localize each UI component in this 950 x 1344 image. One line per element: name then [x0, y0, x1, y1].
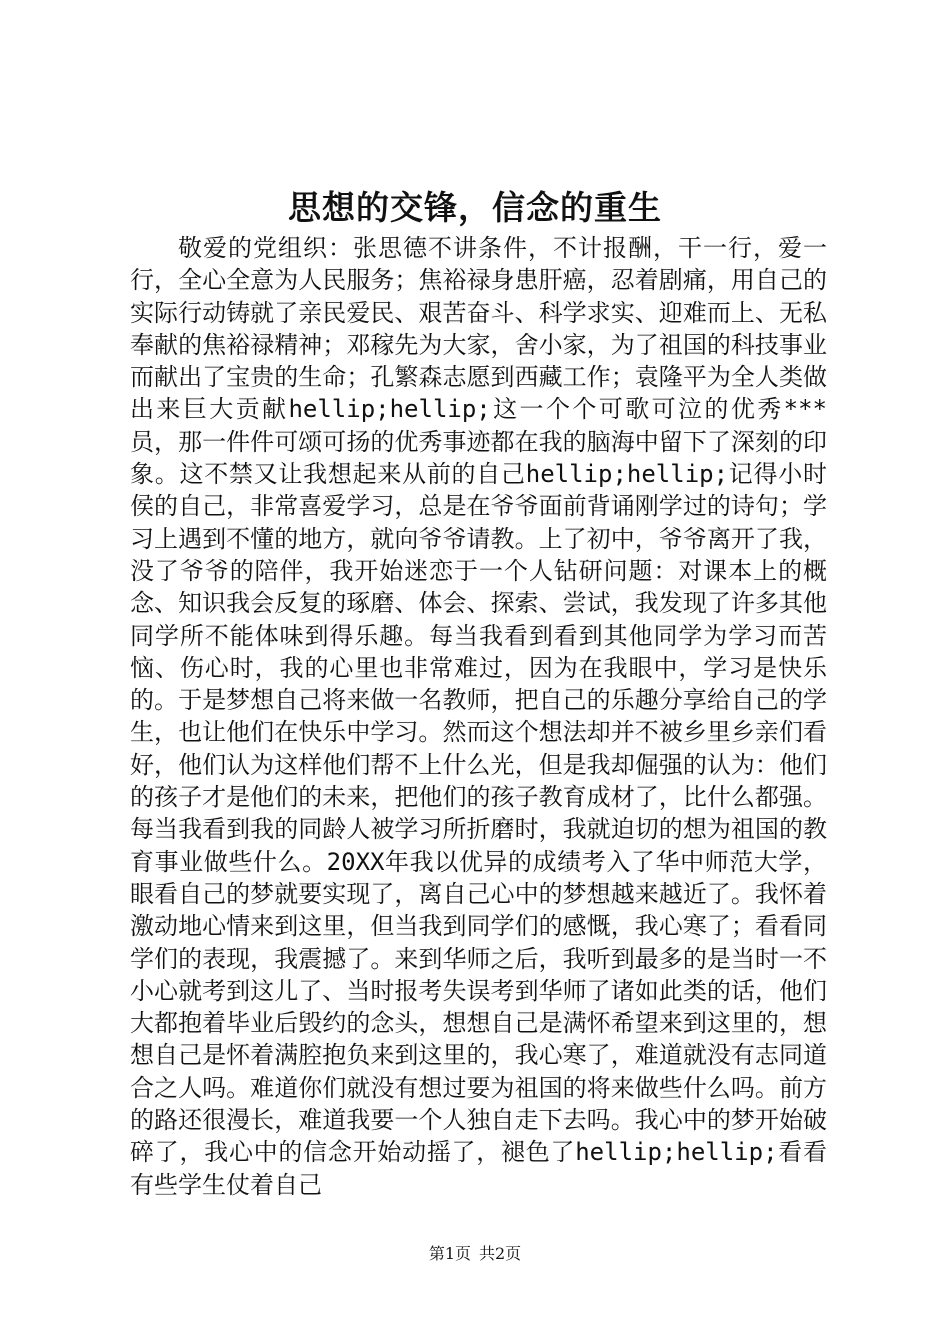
- body-paragraph: 敬爱的党组织：张思德不讲条件，不计报酬，干一行，爱一行，全心全意为人民服务；焦裕禄身患肝癌，忍着剧痛，用自己的实际行动铸就了亲民爱民、艰苦奋斗、科学求实、迎难而上、无私奉献的焦裕禄精神；邓稼先为大家，舍小家，为了祖国的科技事业而献出了宝贵的生命；孔繁森志愿到西藏工作；袁隆平为全人类做出来巨大贡献hellip;hellip;这一个个可歌可泣的优秀***员，那一件件可颂可扬的优秀事迹都在我的脑海中留下了深刻的印象。这不禁又让我想起来从前的自己hellip;hellip;记得小时侯的自己，非常喜爱学习，总是在爷爷面前背诵刚学过的诗句；学习上遇到不懂的地方，就向爷爷请教。上了初中，爷爷离开了我，没了爷爷的陪伴，我开始迷恋于一个人钻研问题：对课本上的概念、知识我会反复的琢磨、体会、探索、尝试，我发现了许多其他同学所不能体味到得乐趣。每当我看到看到其他同学为学习而苦恼、伤心时，我的心里也非常难过，因为在我眼中，学习是快乐的。于是梦想自己将来做一名教师，把自己的乐趣分享给自己的学生，也让他们在快乐中学习。然而这个想法却并不被乡里乡亲们看好，他们认为这样他们帮不上什么光，但是我却倔强的认为：他们的孩子才是他们的未来，把他们的孩子教育成材了，比什么都强。每当我看到我的同龄人被学习所折磨时，我就迫切的想为祖国的教育事业做些什么。20XX年我以优异的成绩考入了华中师范大学，眼看自己的梦就要实现了，离自己心中的梦想越来越近了。我怀着激动地心情来到这里，但当我到同学们的感慨，我心寒了；看看同学们的表现，我震撼了。来到华师之后，我听到最多的是当时一不小心就考到这儿了、当时报考失误考到华师了诸如此类的话，他们大都抱着毕业后毁约的念头，想想自己是满怀希望来到这里的，想想自己是怀着满腔抱负来到这里的，我心寒了，难道就没有志同道合之人吗。难道你们就没有想过要为祖国的将来做些什么吗。前方的路还很漫长，难道我要一个人独自走下去吗。我心中的梦开始破碎了，我心中的信念开始动摇了，褪色了hellip;hellip;看看有些学生仗着自己: [130, 234, 827, 1199]
- page-footer: [0, 1242, 950, 1266]
- page-number-total: 共2页: [479, 1244, 522, 1263]
- document-title: 思想的交锋，信念的重生: [288, 188, 662, 227]
- page-number-current: 第1页: [428, 1244, 471, 1263]
